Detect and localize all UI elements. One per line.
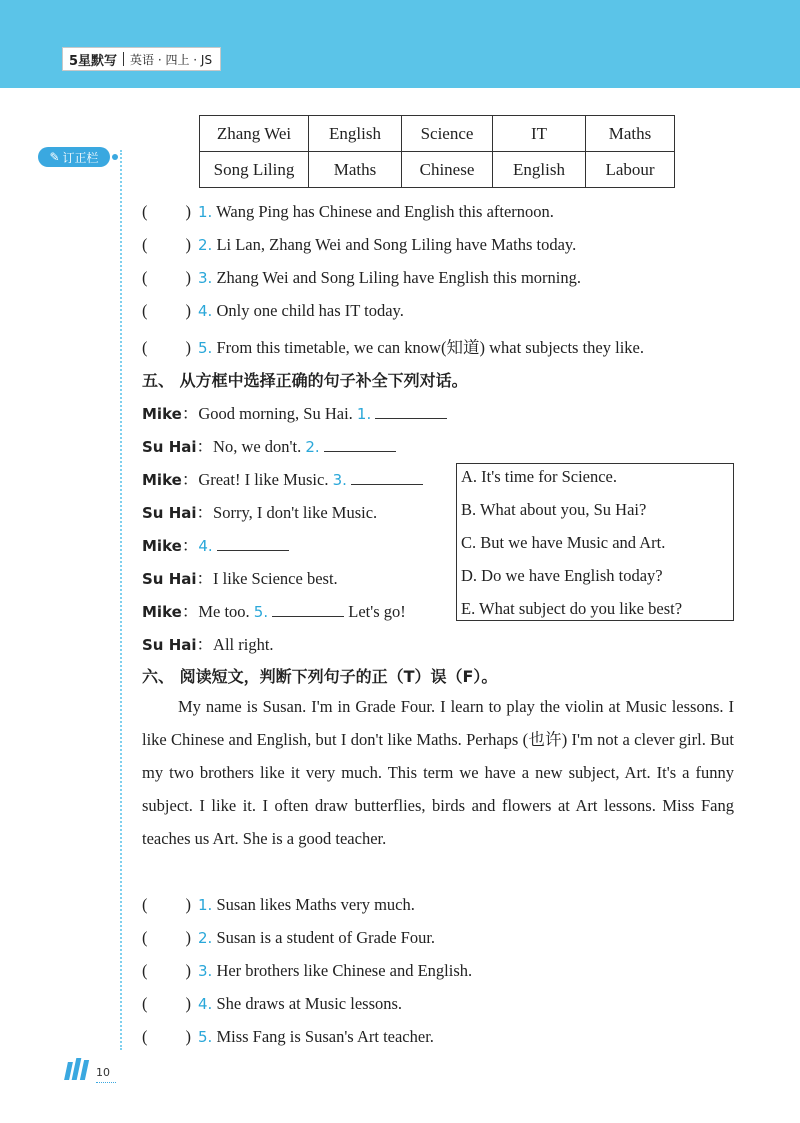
answer-bracket[interactable]: ( ) (142, 301, 191, 320)
table-cell: English (309, 116, 402, 152)
dialogue-text: I like Science best. (213, 569, 338, 588)
speaker-name: Su Hai (142, 504, 197, 522)
item-text: Her brothers like Chinese and English. (216, 961, 473, 980)
table-cell: Maths (309, 152, 402, 188)
header-bar (0, 0, 800, 88)
dialogue-text: Good morning, Su Hai. (198, 404, 353, 423)
correction-tag-label: 订正栏 (62, 150, 99, 165)
answer-blank[interactable] (217, 536, 289, 551)
table-cell: Zhang Wei (200, 116, 309, 152)
item-number: 3. (198, 269, 213, 287)
options-box (456, 463, 734, 621)
answer-bracket[interactable]: ( ) (142, 268, 191, 287)
dialogue-line: Mike：Me too. 5. Let's go! (142, 602, 406, 621)
tf-item (142, 268, 581, 288)
dialogue-text-after: Let's go! (348, 602, 406, 621)
dialogue-text: No, we don't. (213, 437, 302, 456)
option-item: D. Do we have English today? (461, 566, 663, 585)
speaker-name: Su Hai (142, 438, 197, 456)
option-item: B. What about you, Su Hai? (461, 500, 647, 519)
item-number: 4. (198, 302, 213, 320)
correction-tag (38, 147, 110, 167)
item-number: 5. (198, 1028, 213, 1046)
item-text: Li Lan, Zhang Wei and Song Liling have Maths today. (216, 235, 577, 254)
dialogue-text: All right. (213, 635, 274, 654)
dialogue-text: Sorry, I don't like Music. (213, 503, 378, 522)
item-number: 3. (198, 962, 213, 980)
tag-dot (112, 154, 118, 160)
book-label (62, 47, 221, 71)
tf-item (142, 895, 415, 915)
table-cell: Maths (586, 116, 675, 152)
dialogue-line: Mike：Great! I like Music. 3. (142, 466, 423, 490)
blank-number: 5. (253, 603, 269, 621)
answer-blank[interactable] (324, 437, 396, 452)
option-item: A. It's time for Science. (461, 467, 618, 486)
table-cell: Science (402, 116, 493, 152)
tf-item (142, 928, 435, 948)
option-item: C. But we have Music and Art. (461, 533, 666, 552)
table-cell: Labour (586, 152, 675, 188)
item-text: Susan likes Maths very much. (216, 895, 415, 914)
item-number: 1. (198, 203, 213, 221)
item-text: From this timetable, we can know(知道) what subjects they like. (216, 338, 644, 357)
books-icon (66, 1058, 87, 1080)
item-number: 1. (198, 896, 213, 914)
speaker-name: Mike (142, 603, 182, 621)
answer-bracket[interactable]: ( ) (142, 895, 191, 914)
dialogue-line: Mike：4. (142, 532, 289, 556)
blank-number: 1. (356, 405, 372, 423)
table-row (200, 116, 675, 152)
answer-bracket[interactable]: ( ) (142, 928, 191, 947)
answer-blank[interactable] (272, 602, 344, 617)
item-text: Zhang Wei and Song Liling have English this morning. (216, 268, 581, 287)
item-number: 2. (198, 236, 213, 254)
footer-divider (96, 1082, 116, 1083)
item-text: She draws at Music lessons. (216, 994, 403, 1013)
table-cell: IT (493, 116, 586, 152)
table-cell: Song Liling (200, 152, 309, 188)
dialogue-line: Su Hai：No, we don't. 2. (142, 433, 396, 457)
reading-passage (142, 690, 734, 855)
item-text: Miss Fang is Susan's Art teacher. (216, 1027, 434, 1046)
timetable (199, 115, 675, 188)
answer-bracket[interactable]: ( ) (142, 994, 191, 1013)
speaker-name: Mike (142, 471, 182, 489)
answer-bracket[interactable]: ( ) (142, 961, 191, 980)
speaker-name: Mike (142, 537, 182, 555)
dialogue-text: Me too. (198, 602, 250, 621)
answer-blank[interactable] (351, 470, 423, 485)
option-item: E. What subject do you like best? (461, 599, 683, 618)
blank-number: 3. (332, 471, 347, 489)
item-text: Only one child has IT today. (216, 301, 404, 320)
tf-item (142, 202, 554, 222)
speaker-name: Mike (142, 405, 182, 423)
passage-text: My name is Susan. I'm in Grade Four. I learn to play the violin at Music lessons. I like Chinese and English, but I don't like Maths. Perhaps (也许) I'm not a clever girl. But my two brothers like it very much. This term we have a new subject, Art. It's a funny subject. I like it. I often draw butterflies, birds and flowers at Art lessons. Miss Fang teaches us Art. She is a good teacher. (142, 697, 734, 848)
item-text: Susan is a student of Grade Four. (216, 928, 436, 947)
correction-margin-line (120, 150, 122, 1050)
pencil-icon: ✎ (49, 150, 60, 164)
dialogue-line: Su Hai：I like Science best. (142, 569, 338, 588)
table-row (200, 152, 675, 188)
item-text: Wang Ping has Chinese and English this afternoon. (216, 202, 554, 221)
answer-bracket[interactable]: ( ) (142, 235, 191, 254)
dialogue-line: Su Hai：Sorry, I don't like Music. (142, 503, 378, 522)
book-subtitle: 英语 · 四上 · JS (130, 52, 213, 67)
answer-bracket[interactable]: ( ) (142, 338, 191, 357)
dialogue-text: Great! I like Music. (198, 470, 329, 489)
answer-blank[interactable] (375, 404, 447, 419)
dialogue-line: Mike：Good morning, Su Hai. 1. (142, 400, 447, 424)
tf-item (142, 301, 404, 321)
table-cell: Chinese (402, 152, 493, 188)
tf-item (142, 1027, 434, 1047)
brand-name: 5星默写 (69, 53, 118, 69)
page-number: 10 (96, 1066, 110, 1079)
section-6-heading: 六、 阅读短文，判断下列句子的正（T）误（F）。 (142, 667, 498, 686)
item-number: 5. (198, 339, 213, 357)
blank-number: 4. (198, 537, 213, 555)
tf-item (142, 961, 472, 981)
dialogue-line: Su Hai：All right. (142, 635, 274, 654)
tf-item (142, 334, 644, 358)
blank-number: 2. (305, 438, 320, 456)
speaker-name: Su Hai (142, 570, 197, 588)
item-number: 2. (198, 929, 213, 947)
tf-item (142, 994, 402, 1014)
tf-item (142, 235, 576, 255)
answer-bracket[interactable]: ( ) (142, 202, 191, 221)
item-number: 4. (198, 995, 213, 1013)
answer-bracket[interactable]: ( ) (142, 1027, 191, 1046)
label-divider (123, 52, 124, 66)
speaker-name: Su Hai (142, 636, 197, 654)
table-cell: English (493, 152, 586, 188)
section-5-heading: 五、 从方框中选择正确的句子补全下列对话。 (142, 371, 468, 390)
